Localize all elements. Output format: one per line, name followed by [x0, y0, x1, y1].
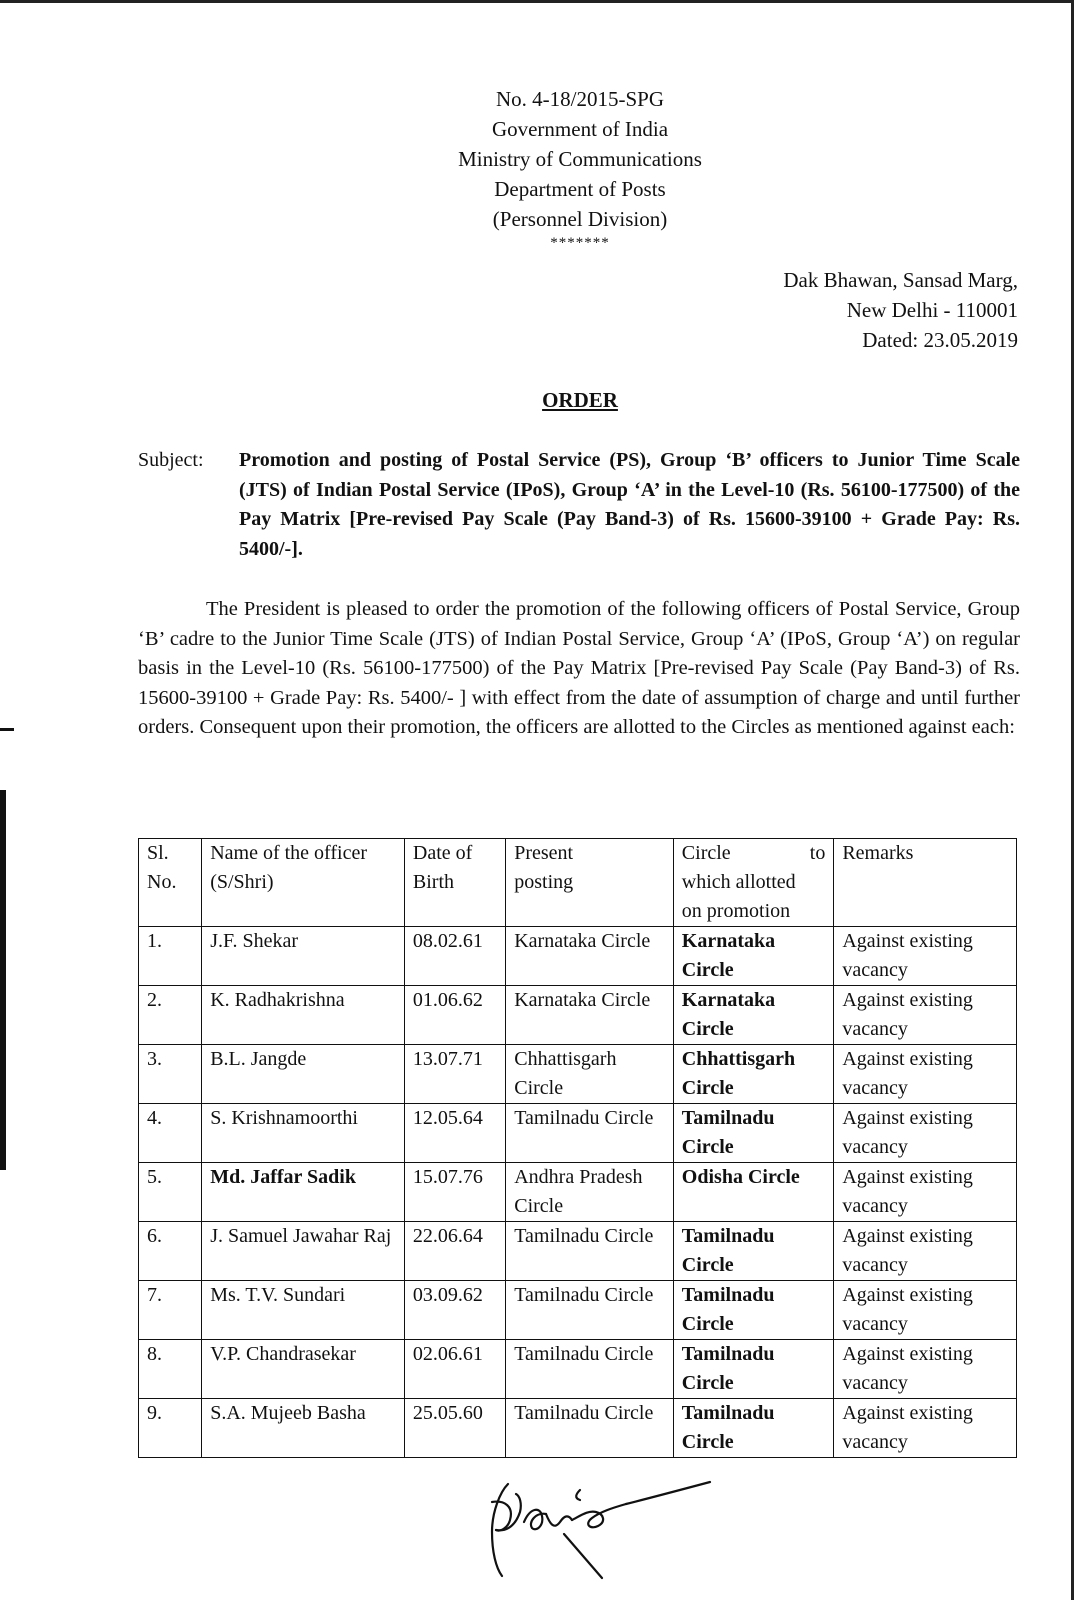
address-line-2: New Delhi - 110001: [846, 298, 1018, 322]
cell-dob: 03.09.62: [404, 1281, 505, 1340]
cell-sl-no: 9.: [139, 1399, 202, 1458]
government-name: Government of India: [491, 117, 669, 141]
cell-dob: 15.07.76: [404, 1163, 505, 1222]
subject-label: Subject:: [138, 449, 204, 471]
table-row: [139, 1399, 1017, 1458]
header-allotted-circle: Circle to which allotted on promotion: [673, 839, 834, 927]
header-sl-no: Sl. No.: [139, 839, 202, 927]
cell-sl-no: 1.: [139, 927, 202, 986]
header-date-of-birth: Date of Birth: [404, 839, 505, 927]
letterhead: [0, 84, 1074, 252]
cell-present-posting: Tamilnadu Circle: [506, 1222, 674, 1281]
cell-sl-no: 3.: [139, 1045, 202, 1104]
cell-dob: 25.05.60: [404, 1399, 505, 1458]
header-present-posting: Present posting: [506, 839, 674, 927]
table-row: [139, 1281, 1017, 1340]
cell-remarks: Against existing vacancy: [834, 1281, 1017, 1340]
cell-present-posting: Tamilnadu Circle: [506, 1340, 674, 1399]
cell-remarks: Against existing vacancy: [834, 1163, 1017, 1222]
order-body: The President is pleased to order the promotion of the following officers of Postal Service, Group ‘B’ cadre to the Junior Time Scale (JTS) of Indian Postal Service, Group ‘A’ (IPoS, Group ‘A’) on regular basis in the Level-10 (Rs. 56100-177500) of the Pay Matrix [Pre-revised Pay Scale (Pay Band-3) of Rs. 15600-39100 + Grade Pay: Rs. 5400/- ] with effect from the date of assumption of charge and until further orders. Consequent upon their promotion, the officers are allotted to the Circles as mentioned against each:: [138, 598, 1020, 739]
table-row: [139, 1104, 1017, 1163]
cell-officer-name: J. Samuel Jawahar Raj: [202, 1222, 405, 1281]
cell-allotted-circle: Tamilnadu Circle: [673, 1399, 834, 1458]
handwritten-signature-icon: [480, 1472, 720, 1582]
cell-sl-no: 2.: [139, 986, 202, 1045]
table-header-row: [139, 839, 1017, 927]
cell-remarks: Against existing vacancy: [834, 1104, 1017, 1163]
cell-officer-name: Md. Jaffar Sadik: [202, 1163, 405, 1222]
cell-remarks: Against existing vacancy: [834, 1340, 1017, 1399]
cell-allotted-circle: Karnataka Circle: [673, 927, 834, 986]
cell-dob: 01.06.62: [404, 986, 505, 1045]
order-title: ORDER: [542, 388, 618, 412]
cell-dob: 22.06.64: [404, 1222, 505, 1281]
order-date: Dated: 23.05.2019: [862, 328, 1018, 352]
department-name: Department of Posts: [494, 177, 666, 201]
cell-sl-no: 4.: [139, 1104, 202, 1163]
cell-present-posting: Karnataka Circle: [506, 986, 674, 1045]
cell-present-posting: Tamilnadu Circle: [506, 1104, 674, 1163]
cell-allotted-circle: Tamilnadu Circle: [673, 1222, 834, 1281]
cell-remarks: Against existing vacancy: [834, 1222, 1017, 1281]
cell-sl-no: 6.: [139, 1222, 202, 1281]
table-row: [139, 1045, 1017, 1104]
cell-remarks: Against existing vacancy: [834, 1045, 1017, 1104]
cell-officer-name: S. Krishnamoorthi: [202, 1104, 405, 1163]
cell-allotted-circle: Tamilnadu Circle: [673, 1340, 834, 1399]
subject-block: [138, 446, 1020, 564]
cell-officer-name: Ms. T.V. Sundari: [202, 1281, 405, 1340]
cell-sl-no: 8.: [139, 1340, 202, 1399]
ministry-name: Ministry of Communications: [458, 147, 702, 171]
subject-text: Promotion and posting of Postal Service (PS), Group ‘B’ officers to Junior Time Scale (JTS) of Indian Postal Service (IPoS), Group ‘A’ in the Level-10 (Rs. 56100-177500) of the Pay Matrix [Pre-revised Pay Scale (Pay Band-3) of Rs. 15600-39100 + Grade Pay: Rs. 5400/-].: [239, 449, 1020, 560]
cell-allotted-circle: Odisha Circle: [673, 1163, 834, 1222]
cell-remarks: Against existing vacancy: [834, 1399, 1017, 1458]
cell-present-posting: Chhattisgarh Circle: [506, 1045, 674, 1104]
cell-officer-name: K. Radhakrishna: [202, 986, 405, 1045]
cell-sl-no: 5.: [139, 1163, 202, 1222]
officers-table-body: [139, 927, 1017, 1458]
cell-present-posting: Tamilnadu Circle: [506, 1281, 674, 1340]
cell-officer-name: B.L. Jangde: [202, 1045, 405, 1104]
scan-border-top: [0, 0, 1074, 3]
cell-officer-name: J.F. Shekar: [202, 927, 405, 986]
header-remarks: Remarks: [834, 839, 1017, 927]
table-row: [139, 986, 1017, 1045]
cell-sl-no: 7.: [139, 1281, 202, 1340]
cell-allotted-circle: Tamilnadu Circle: [673, 1104, 834, 1163]
cell-allotted-circle: Tamilnadu Circle: [673, 1281, 834, 1340]
table-row: [139, 1222, 1017, 1281]
table-row: [139, 927, 1017, 986]
cell-officer-name: S.A. Mujeeb Basha: [202, 1399, 405, 1458]
cell-remarks: Against existing vacancy: [834, 986, 1017, 1045]
cell-officer-name: V.P. Chandrasekar: [202, 1340, 405, 1399]
cell-present-posting: Tamilnadu Circle: [506, 1399, 674, 1458]
cell-present-posting: Andhra Pradesh Circle: [506, 1163, 674, 1222]
cell-dob: 02.06.61: [404, 1340, 505, 1399]
address-block: [783, 265, 1018, 355]
cell-dob: 13.07.71: [404, 1045, 505, 1104]
cell-remarks: Against existing vacancy: [834, 927, 1017, 986]
table-row: [139, 1163, 1017, 1222]
division-name: (Personnel Division): [492, 207, 668, 231]
scan-mark: [0, 728, 14, 731]
cell-present-posting: Karnataka Circle: [506, 927, 674, 986]
address-line-1: Dak Bhawan, Sansad Marg,: [783, 268, 1018, 292]
cell-allotted-circle: Karnataka Circle: [673, 986, 834, 1045]
officers-table: [138, 838, 1017, 1458]
cell-dob: 08.02.61: [404, 927, 505, 986]
file-number: No. 4-18/2015-SPG: [495, 87, 664, 111]
table-row: [139, 1340, 1017, 1399]
separator-stars: *******: [550, 235, 610, 251]
cell-allotted-circle: Chhattisgarh Circle: [673, 1045, 834, 1104]
header-officer-name: Name of the officer (S/Shri): [202, 839, 405, 927]
cell-dob: 12.05.64: [404, 1104, 505, 1163]
scan-border-left: [0, 790, 6, 1170]
